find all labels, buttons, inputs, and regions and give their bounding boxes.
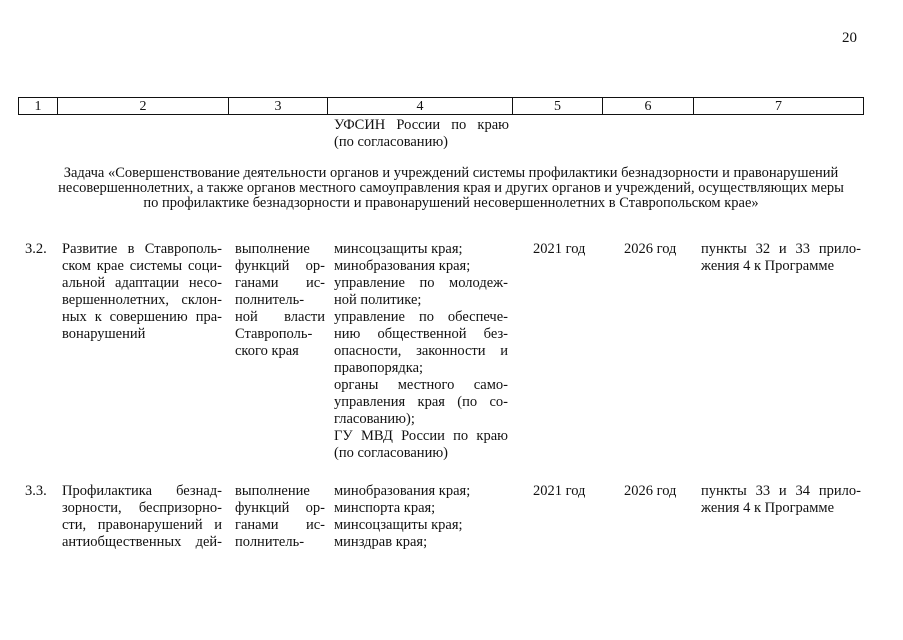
text-line: сти, правонарушений и	[62, 517, 222, 533]
column-number-header	[18, 97, 864, 115]
text-line: управления края (по со-	[334, 394, 508, 410]
text-line: функций ор-	[235, 500, 325, 516]
text-line: нию общественной без-	[334, 326, 508, 342]
task-heading	[22, 166, 880, 211]
continuation-line: УФСИН России по краю	[334, 117, 509, 133]
text-line: гласованию);	[334, 411, 415, 427]
text-line: пункты 33 и 34 прило-	[701, 483, 861, 499]
text-line: Профилактика безнад-	[62, 483, 222, 499]
program-reference	[701, 241, 861, 275]
text-line: минспорта края;	[334, 500, 436, 516]
text-line: правопорядка;	[334, 360, 424, 376]
column-number-7: 7	[694, 98, 864, 115]
text-line: ной власти	[235, 309, 325, 325]
text-line: зорности, беспризорно-	[62, 500, 222, 516]
end-year: 2026 год	[624, 483, 677, 499]
column-number-2: 2	[58, 98, 229, 115]
text-line: минсоцзащиты края;	[334, 517, 463, 533]
task-line: по профилактике безнадзорности и правонарушений несовершеннолетних в Ставропольском крае»	[143, 195, 759, 211]
implementation-form	[235, 483, 325, 551]
text-line: управление по обеспече-	[334, 309, 508, 325]
column-number-5: 5	[513, 98, 603, 115]
row-number: 3.3.	[25, 483, 47, 499]
task-line: несовершеннолетних, а также органов местного самоуправления края и других органов и учреждений, осуществляющих меры	[58, 180, 844, 196]
program-reference	[701, 483, 861, 517]
text-line: минздрав края;	[334, 534, 428, 550]
text-line: выполнение	[235, 241, 310, 257]
measure-name	[62, 241, 222, 343]
column-number-4: 4	[328, 98, 513, 115]
text-line: (по согласованию)	[334, 445, 448, 461]
text-line: полнитель-	[235, 534, 305, 550]
text-line: минсоцзащиты края;	[334, 241, 463, 257]
text-line: альной адаптации несо-	[62, 275, 222, 291]
text-line: ганами ис-	[235, 275, 325, 291]
text-line: ных к совершению пра-	[62, 309, 222, 325]
text-line: жения 4 к Программе	[701, 258, 835, 274]
text-line: минобразования края;	[334, 483, 471, 499]
column-number-3: 3	[229, 98, 328, 115]
task-line: Задача «Совершенствование деятельности органов и учреждений системы профилактики безнадзорности и правонарушений	[63, 165, 839, 181]
text-line: ского края	[235, 343, 299, 359]
end-year: 2026 год	[624, 241, 677, 257]
text-line: пункты 32 и 33 прило-	[701, 241, 861, 257]
text-line: опасности, законности и	[334, 343, 508, 359]
continuation-executor	[334, 117, 509, 151]
column-number-6: 6	[603, 98, 694, 115]
text-line: ГУ МВД России по краю	[334, 428, 508, 444]
text-line: функций ор-	[235, 258, 325, 274]
text-line: ной политике;	[334, 292, 422, 308]
start-year: 2021 год	[533, 241, 586, 257]
measure-name	[62, 483, 222, 551]
implementation-form	[235, 241, 325, 360]
executors	[334, 241, 508, 462]
text-line: жения 4 к Программе	[701, 500, 835, 516]
continuation-line: (по согласованию)	[334, 134, 448, 150]
text-line: полнитель-	[235, 292, 305, 308]
text-line: ганами ис-	[235, 517, 325, 533]
text-line: выполнение	[235, 483, 310, 499]
row-number: 3.2.	[25, 241, 47, 257]
start-year: 2021 год	[533, 483, 586, 499]
text-line: управление по молодеж-	[334, 275, 508, 291]
executors	[334, 483, 508, 551]
text-line: органы местного само-	[334, 377, 508, 393]
text-line: антиобщественных дей-	[62, 534, 222, 550]
text-line: ском крае системы соци-	[62, 258, 222, 274]
text-line: Ставрополь-	[235, 326, 313, 342]
text-line: вершеннолетних, склон-	[62, 292, 222, 308]
text-line: Развитие в Ставрополь-	[62, 241, 222, 257]
text-line: минобразования края;	[334, 258, 471, 274]
column-number-1: 1	[19, 98, 58, 115]
text-line: вонарушений	[62, 326, 146, 342]
page-number: 20	[842, 30, 857, 46]
